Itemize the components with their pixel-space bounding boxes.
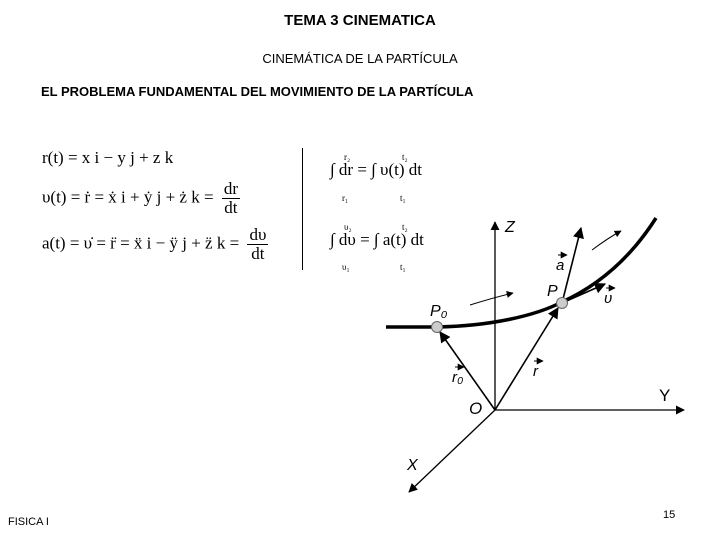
origin-label: O (469, 399, 483, 418)
x-axis (409, 410, 495, 492)
point-p0-marker (432, 322, 443, 333)
velocity-equation-lhs: υ(t) = ṙ = ẋ i + ẏ j + ż k = (42, 187, 214, 207)
page-number: 15 (663, 509, 676, 521)
acceleration-equation-lhs: a(t) = υ̇ = r̈ = ẍ i − ÿ j + z̈ k = (42, 233, 240, 253)
motion-arrow-lower (470, 293, 513, 305)
acceleration-vector (562, 228, 581, 303)
z-axis-label: Z (505, 219, 515, 236)
velocity-integral-upper-right: t₂ (402, 222, 408, 232)
point-p0-label: P₀ (430, 303, 448, 320)
r-label: r (533, 363, 538, 380)
position-integral-lower-left: r₁ (342, 193, 349, 203)
point-p-label: P (547, 283, 558, 300)
position-integral-upper-right: t₂ (402, 152, 408, 162)
velocity-derivative-denominator: dt (224, 198, 238, 217)
velocity-integral-upper-left: υ₂ (344, 222, 352, 232)
position-integral-upper-left: r₂ (344, 152, 351, 162)
slide-title: TEMA 3 CINEMATICA (284, 12, 436, 29)
slide-subtitle: CINEMÁTICA DE LA PARTÍCULA (262, 51, 458, 66)
velocity-integral-lower-left: υ₁ (342, 262, 350, 272)
position-integral: ∫ dr = ∫ υ(t) dt (330, 160, 422, 179)
velocity-vector (562, 284, 605, 303)
x-axis-label: X (407, 457, 418, 474)
v-label: υ (604, 290, 613, 307)
acceleration-derivative-numerator: dυ (249, 225, 267, 244)
acceleration-derivative-denominator: dt (251, 244, 265, 263)
a-label: a (556, 257, 565, 274)
r0-vector (440, 332, 495, 410)
position-integral-lower-right: t₁ (400, 193, 406, 203)
r0-label: r₀ (452, 369, 464, 386)
section-heading: EL PROBLEMA FUNDAMENTAL DEL MOVIMIENTO DE LA PARTÍCULA (41, 84, 474, 99)
y-axis-label: Y (659, 386, 671, 405)
velocity-integral: ∫ dυ = ∫ a(t) dt (330, 230, 424, 249)
position-equation: r(t) = x i − y j + z k (42, 148, 174, 167)
velocity-integral-lower-right: t₁ (400, 262, 406, 272)
motion-arrow-upper (592, 231, 621, 250)
velocity-derivative-numerator: dr (223, 179, 238, 198)
course-name: FISICA I (8, 516, 49, 528)
point-p-marker (557, 298, 568, 309)
r-vector (495, 308, 558, 410)
